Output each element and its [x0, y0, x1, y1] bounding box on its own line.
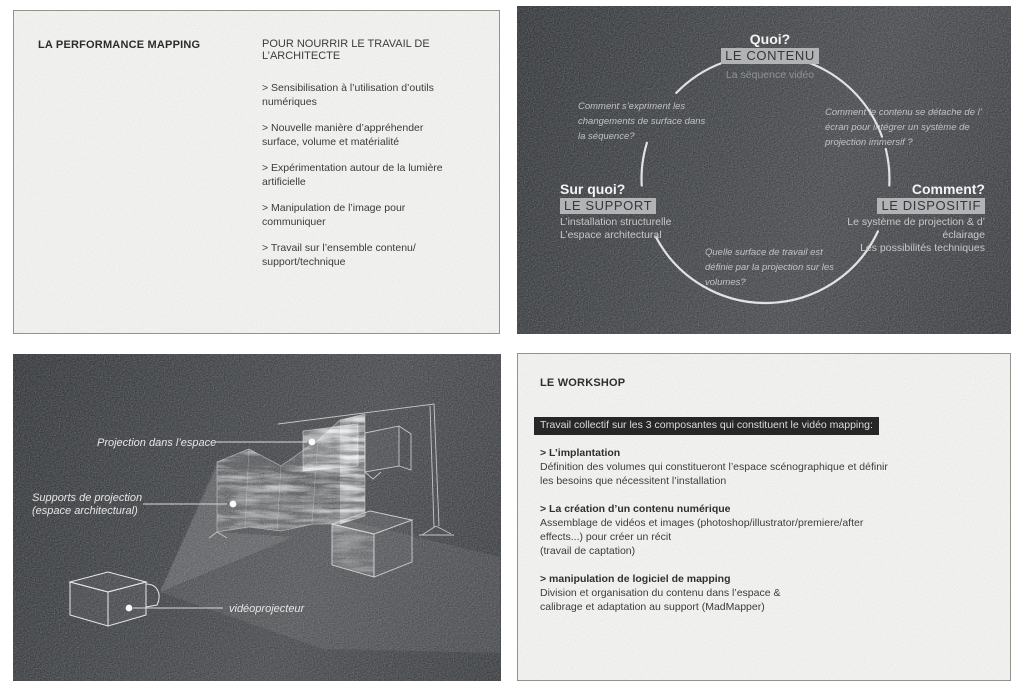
workshop-section-implantation: > L’implantation Définition des volumes qui constitueront l’espace scénographique et définir les besoins que nécessitent l’installation [540, 447, 888, 487]
folded-projection-wall [209, 414, 365, 538]
dot-projector [126, 605, 133, 612]
slide-video-mapping-diagram [517, 6, 1011, 334]
label-supports-line2: (espace architectural) [32, 505, 138, 517]
workshop-section-contenu-numerique: > La création d’un contenu numérique Assemblage de vidéos et images (photoshop/illustrator/premiere/after effects...) pour créer un récit (travail de captation) [540, 503, 864, 557]
slide1-right-column [262, 38, 500, 281]
workshop-section-logiciel-mapping: > manipulation de logiciel de mapping Division et organisation du contenu dans l’espace & calibrage et adaptation au support (MadMapper) [540, 573, 781, 613]
diagram-node-sur-quoi: Sur quoi? LE SUPPORT L’installation structurelle L’espace architectural [560, 181, 672, 241]
diagram-node-quoi: Quoi? LE CONTENU La séquence vidéo [700, 31, 840, 82]
slide4-title: LE WORKSHOP [540, 377, 626, 389]
diagram-question-immersive-projection: Comment le contenu se détache de l’ écran pour intégrer un système de projection immersif ? [825, 107, 982, 148]
node-highlight-box: LE DISPOSITIF [877, 198, 985, 214]
slide-installation-sketch [13, 354, 501, 681]
label-videoprojecteur: vidéoprojecteur [229, 603, 305, 615]
leader-dots [126, 439, 316, 612]
textured-column [340, 414, 365, 524]
slide-performance-mapping [13, 10, 500, 334]
workshop-sections [540, 446, 980, 628]
leader-lines [133, 442, 307, 608]
back-screen-frame [278, 404, 454, 535]
dot-projection [309, 439, 316, 446]
floor-cube [332, 511, 412, 577]
diagram-node-comment: Comment? LE DISPOSITIF Le système de projection & d’ éclairage Les possibilités techniques [847, 181, 985, 254]
bullet-item: > Travail sur l’ensemble contenu/ support/technique [262, 242, 416, 268]
node-question: Quoi? [749, 31, 791, 47]
film-grain-dark [13, 354, 501, 681]
bullet-item: > Nouvelle manière d’appréhender surface, volume et matérialité [262, 122, 424, 148]
node-question: Sur quoi? [560, 181, 626, 197]
label-supports-line1: Supports de projection [32, 492, 143, 504]
slide-workshop [517, 353, 1011, 681]
bullet-item: > Sensibilisation à l’utilisation d’outils numériques [262, 82, 434, 108]
slide1-title: LA PERFORMANCE MAPPING [38, 39, 201, 51]
slide1-column-header: POUR NOURRIR LE TRAVAIL DE L’ARCHITECTE [262, 38, 430, 62]
label-projection-dans-espace: Projection dans l’espace [97, 437, 217, 449]
film-grain [13, 354, 501, 681]
node-highlight-box: LE CONTENU [721, 48, 819, 64]
bullet-item: > Manipulation de l’image pour communiquer [262, 202, 406, 228]
workshop-highlight-bar: Travail collectif sur les 3 composantes qui constituent le vidéo mapping: [534, 417, 879, 435]
arc-left-tick [642, 143, 647, 186]
diagram-question-work-surface: Quelle surface de travail est définie par la projection sur les volumes? [705, 247, 834, 288]
node-question: Comment? [911, 181, 985, 197]
dot-supports [230, 501, 237, 508]
light-beam [160, 462, 500, 653]
video-projector [70, 572, 159, 626]
diagram-question-surface-changes: Comment s’expriment les changements de surface dans la séquence? [578, 101, 706, 142]
bullet-item: > Expérimentation autour de la lumière artificielle [262, 162, 443, 188]
node-highlight-box: LE SUPPORT [560, 198, 656, 214]
open-cube [365, 426, 411, 479]
sketch-drawing [13, 354, 501, 681]
projected-image-patch [303, 424, 358, 471]
